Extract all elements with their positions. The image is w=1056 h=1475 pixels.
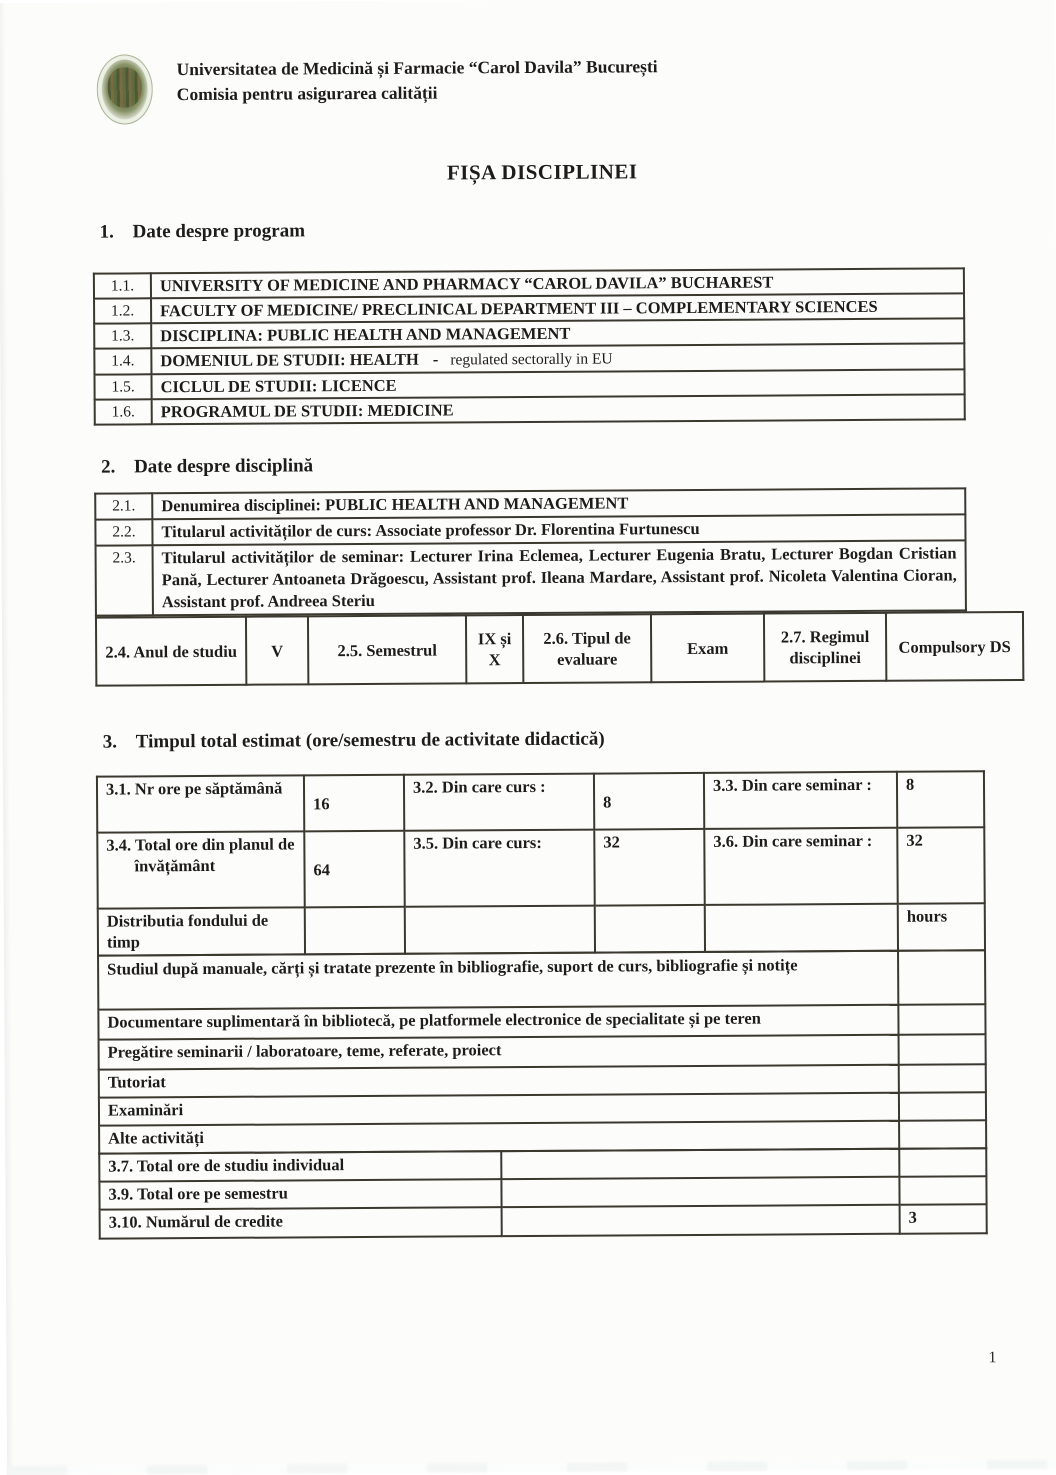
cell-activity-label: Tutoriat bbox=[99, 1065, 899, 1098]
cell-hours-per-week-label: 3.1. Nr ore pe săptămână bbox=[97, 775, 304, 832]
study-activities-table bbox=[97, 949, 987, 1154]
cell-of-which-seminar2-value: 32 bbox=[897, 827, 984, 904]
cell-empty bbox=[899, 1176, 986, 1205]
cell-of-which-seminar-label: 3.3. Din care seminar : bbox=[704, 772, 897, 829]
section1-number: 1. bbox=[99, 221, 114, 243]
row-text: UNIVERSITY OF MEDICINE AND PHARMACY “CAROL DAVILA” BUCHAREST bbox=[151, 268, 964, 298]
table-row bbox=[97, 771, 984, 832]
row-text-note: regulated sectorally in EU bbox=[450, 350, 613, 369]
cell-activity-value bbox=[898, 950, 985, 1005]
cell-total-hours-label: 3.4. Total ore din planul de învățământ bbox=[97, 831, 304, 908]
page-number: 1 bbox=[988, 1349, 997, 1367]
cell-of-which-course2-value: 32 bbox=[594, 829, 704, 906]
table-row bbox=[96, 540, 966, 615]
cell-credits-value: 3 bbox=[900, 1204, 987, 1234]
cell-time-distribution-label: Distributia fondului de timp bbox=[98, 907, 305, 955]
section1-title: Date despre program bbox=[132, 220, 306, 243]
row-text: PROGRAMUL DE STUDII: MEDICINE bbox=[152, 394, 965, 424]
cell-regime-value: Compulsory DS bbox=[886, 612, 1023, 681]
year-semester-table bbox=[95, 611, 1024, 687]
cell-activity-label: Alte activități bbox=[99, 1121, 899, 1154]
cell-total-hours-value: 64 bbox=[304, 831, 404, 908]
university-seal-logo bbox=[97, 54, 153, 124]
section3-number: 3. bbox=[102, 731, 118, 753]
table-row bbox=[97, 827, 984, 908]
cell-of-which-course-value: 8 bbox=[594, 773, 704, 830]
cell-regime-label: 2.7. Regimul disciplinei bbox=[764, 613, 886, 682]
row-number: 1.5. bbox=[94, 374, 151, 399]
cell-activity-value bbox=[899, 1120, 986, 1149]
scan-edge-artifact bbox=[7, 1460, 1056, 1475]
cell-hours-unit-label: hours bbox=[898, 903, 985, 951]
cell-evaluation-value: Exam bbox=[651, 614, 764, 683]
cell-of-which-seminar-value: 8 bbox=[897, 771, 984, 828]
cell-total-individual-study-label: 3.7. Total ore de studiu individual bbox=[99, 1151, 501, 1181]
cell-total-individual-study-value bbox=[501, 1149, 899, 1179]
cell-activity-value bbox=[899, 1092, 986, 1121]
table-row bbox=[95, 394, 965, 424]
cell-of-which-course-label: 3.2. Din care curs : bbox=[404, 774, 594, 831]
cell-empty bbox=[405, 906, 595, 954]
row-text: CICLUL DE STUDII: LICENCE bbox=[151, 369, 964, 399]
row-text: Denumirea disciplinei: PUBLIC HEALTH AND MANAGEMENT bbox=[152, 488, 965, 519]
row-number: 1.3. bbox=[94, 323, 151, 348]
row-text: FACULTY OF MEDICINE/ PRECLINICAL DEPARTMENT III – COMPLEMENTARY SCIENCES bbox=[151, 293, 964, 323]
row-number: 1.4. bbox=[94, 348, 151, 374]
cell-study-year-label: 2.4. Anul de studiu bbox=[96, 617, 246, 686]
org-header-text bbox=[177, 51, 658, 124]
cell-hours-per-week-value: 16 bbox=[304, 775, 404, 832]
cell-semester-label: 2.5. Semestrul bbox=[308, 615, 466, 684]
program-table bbox=[93, 267, 966, 425]
cell-of-which-course2-label: 3.5. Din care curs: bbox=[404, 830, 594, 907]
row-text-bold: DOMENIUL DE STUDII: HEALTH bbox=[160, 349, 419, 371]
row-number: 1.2. bbox=[94, 298, 151, 323]
cell-semester-value: IX și X bbox=[466, 615, 523, 683]
section3-title: Timpul total estimat (ore/semestru de activitate didactică) bbox=[135, 728, 605, 753]
cell-empty bbox=[305, 907, 405, 955]
totals-table bbox=[98, 1147, 988, 1239]
cell-empty bbox=[595, 905, 705, 953]
org-committee: Comisia pentru asigurarea calității bbox=[176, 82, 438, 105]
cell-activity-label: Examinări bbox=[99, 1093, 899, 1126]
page-header bbox=[97, 51, 658, 124]
cell-activity-value bbox=[899, 1064, 986, 1093]
row-number: 2.3. bbox=[96, 545, 153, 615]
cell-activity-value bbox=[899, 1034, 986, 1065]
discipline-table bbox=[94, 487, 967, 616]
row-text: Titularul activităților de curs: Associate professor Dr. Florentina Furtunescu bbox=[152, 514, 965, 545]
table-row bbox=[96, 612, 1023, 686]
cell-credits-label: 3.10. Numărul de credite bbox=[100, 1207, 502, 1238]
cell-total-semester-hours-label: 3.9. Total ore pe semestru bbox=[99, 1179, 501, 1209]
estimated-time-tables bbox=[96, 770, 986, 1239]
cell-empty bbox=[899, 1148, 986, 1177]
cell-evaluation-label: 2.6. Tipul de evaluare bbox=[523, 614, 651, 683]
section3-heading bbox=[103, 729, 605, 754]
org-name: Universitatea de Medicină și Farmacie “Carol Davila” București bbox=[176, 56, 658, 80]
table-row bbox=[100, 1204, 987, 1238]
cell-total-semester-hours-value bbox=[501, 1177, 899, 1207]
hours-grid-table bbox=[96, 770, 986, 956]
document-title: FIȘA DISCIPLINEI bbox=[446, 159, 638, 185]
cell-empty bbox=[705, 904, 898, 952]
row-number: 1.1. bbox=[94, 273, 151, 298]
cell-activity-label: Documentare suplimentară în bibliotecă, pe platformele electronice de specialitate și pe teren bbox=[98, 1005, 898, 1040]
cell-of-which-seminar2-label: 3.6. Din care seminar : bbox=[704, 828, 897, 905]
table-row bbox=[98, 950, 985, 1009]
section2-title: Date despre disciplină bbox=[133, 455, 314, 478]
row-number: 2.1. bbox=[95, 493, 152, 519]
section2-heading bbox=[101, 455, 313, 478]
row-number: 2.2. bbox=[95, 519, 152, 545]
table-row bbox=[98, 903, 985, 955]
cell-study-year-value: V bbox=[246, 616, 308, 684]
section1-heading bbox=[100, 220, 306, 243]
row-text-dash: - bbox=[432, 349, 439, 369]
cell-activity-label: Studiul după manuale, cărți și tratate prezente în bibliografie, suport de curs, bibliografie și notițe bbox=[98, 951, 898, 1010]
section2-number: 2. bbox=[100, 456, 116, 478]
row-number: 1.6. bbox=[95, 399, 152, 424]
cell-credits-spacer bbox=[502, 1205, 900, 1236]
cell-activity-label: Pregătire seminarii / laboratoare, teme, referate, proiect bbox=[99, 1035, 899, 1070]
cell-activity-value bbox=[898, 1004, 985, 1035]
row-text: Titularul activităților de seminar: Lecturer Irina Eclemea, Lecturer Eugenia Bratu, Lecturer Bogdan Cristian Pană, Lecturer Antoaneta Drăgoescu, Assistant prof. Ileana Mardare, Assistant prof. Nicoleta Valentina Cioran, Assistant prof. Andreea Steriu bbox=[153, 540, 966, 615]
row-text: DISCIPLINA: PUBLIC HEALTH AND MANAGEMENT bbox=[151, 318, 964, 348]
